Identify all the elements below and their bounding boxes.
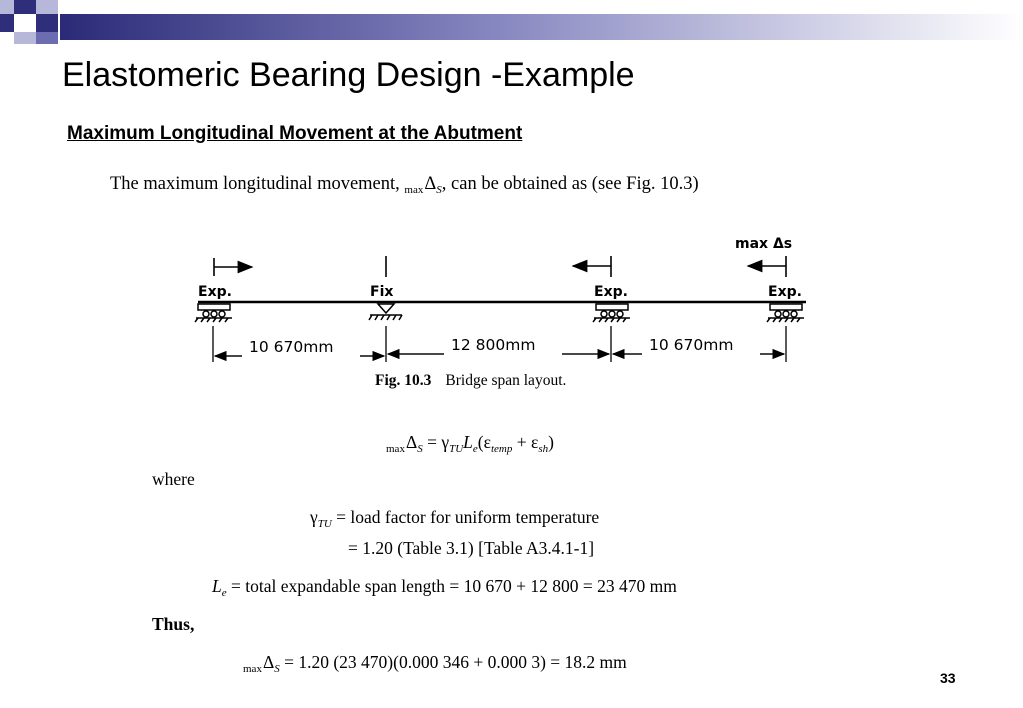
result-equation: $_{max}\Delta_S = 1.20$ (23 470)(0.000 346 + 0.000 3) = 18.2 mm bbox=[243, 652, 627, 675]
slide-subtitle: Maximum Longitudinal Movement at the Abutment bbox=[67, 123, 523, 144]
bearing-exp-3 bbox=[767, 304, 804, 322]
support-label-exp-1: Exp. bbox=[198, 284, 232, 300]
gamma-definition: $\gamma_{TU}$ = load factor for uniform temperature bbox=[310, 507, 600, 530]
slide-title: Elastomeric Bearing Design -Example bbox=[62, 56, 635, 94]
figure-caption: Fig. 10.3 Bridge span layout. bbox=[375, 372, 567, 389]
bearing-fix bbox=[369, 304, 402, 320]
span-length-2: 12 800mm bbox=[451, 336, 536, 354]
gamma-value: = 1.20 (Table 3.1) [Table A3.4.1-1] bbox=[348, 538, 595, 558]
bearing-exp-1 bbox=[195, 304, 232, 322]
support-label-exp-2: Exp. bbox=[594, 284, 628, 300]
span-length-3: 10 670mm bbox=[649, 336, 734, 354]
span-length-1: 10 670mm bbox=[249, 338, 334, 356]
support-label-exp-3: Exp. bbox=[768, 284, 802, 300]
span-length-definition: $L_e$ = total expandable span length = 10 670 + 12 800 = 23 470 mm bbox=[212, 576, 677, 599]
thus-label: Thus, bbox=[152, 614, 195, 634]
where-label: where bbox=[152, 469, 195, 489]
bearing-exp-2 bbox=[593, 304, 630, 322]
intro-paragraph: The maximum longitudinal movement, $_{max}\Delta_S$, can be obtained as (see Fig. 10.3) bbox=[110, 174, 699, 196]
movement-equation: $_{max}\Delta_S = \gamma_{TU}L_e(\varepsilon_{temp} + \varepsilon_{sh})$ bbox=[386, 432, 554, 455]
movement-label: max Δs bbox=[735, 236, 793, 252]
support-label-fix: Fix bbox=[370, 284, 394, 300]
page-number: 33 bbox=[940, 670, 956, 686]
